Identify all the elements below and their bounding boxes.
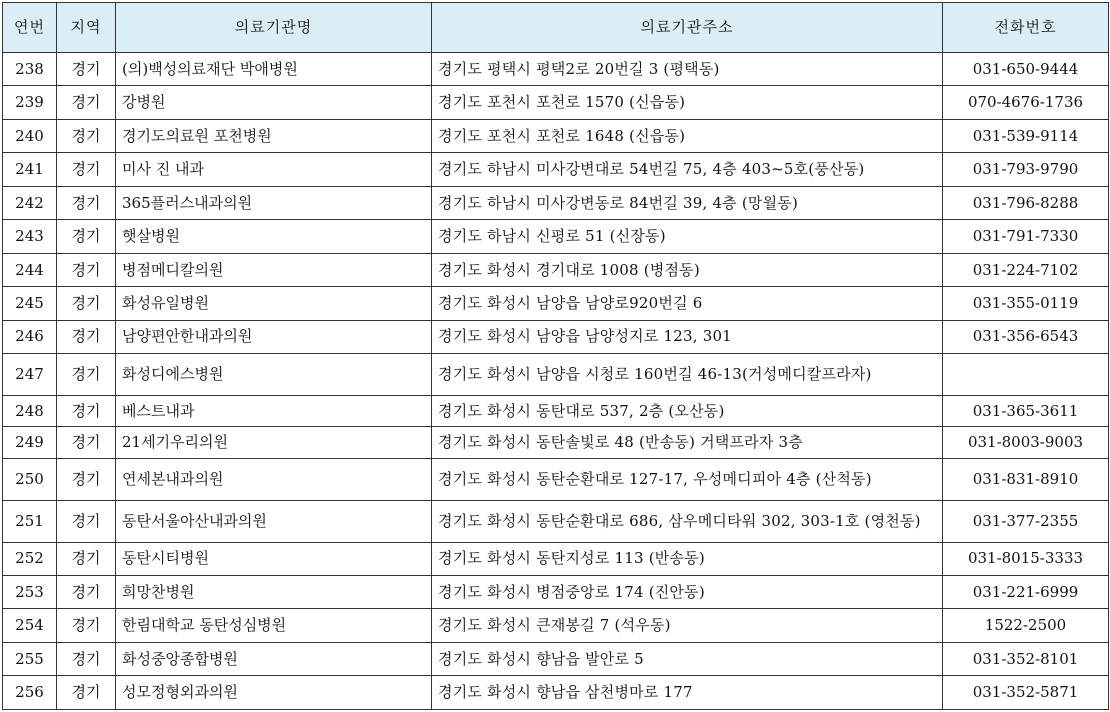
row-number: 242 <box>3 186 57 219</box>
row-address: 경기도 화성시 동탄순환대로 127-17, 우성메디피아 4층 (산척동) <box>432 458 943 500</box>
row-hospital-name: 경기도의료원 포천병원 <box>116 119 432 152</box>
row-region: 경기 <box>57 354 116 396</box>
row-phone: 031-8015-3333 <box>943 542 1109 575</box>
row-region: 경기 <box>57 427 116 458</box>
row-address: 경기도 화성시 남양읍 시청로 160번길 46-13(거성메디칼프라자) <box>432 354 943 396</box>
row-address: 경기도 화성시 동탄순환대로 686, 삼우메디타워 302, 303-1호 (영천동) <box>432 500 943 542</box>
row-hospital-name: 동탄시티병원 <box>116 542 432 575</box>
row-address: 경기도 포천시 포천로 1570 (신읍동) <box>432 86 943 119</box>
row-region: 경기 <box>57 119 116 152</box>
row-number: 249 <box>3 427 57 458</box>
row-phone: 031-650-9444 <box>943 53 1109 86</box>
row-phone: 031-352-5871 <box>943 676 1109 710</box>
row-address: 경기도 화성시 큰재봉길 7 (석우동) <box>432 609 943 642</box>
table-row <box>3 220 1109 253</box>
row-number: 240 <box>3 119 57 152</box>
row-address: 경기도 화성시 향남읍 발안로 5 <box>432 642 943 675</box>
row-address: 경기도 화성시 남양읍 남양성지로 123, 301 <box>432 320 943 353</box>
row-address: 경기도 하남시 미사강변동로 84번길 39, 4층 (망월동) <box>432 186 943 219</box>
header-no: 연번 <box>3 3 57 53</box>
row-number: 239 <box>3 86 57 119</box>
table-row <box>3 53 1109 86</box>
row-phone: 031-793-9790 <box>943 153 1109 186</box>
row-phone: 031-796-8288 <box>943 186 1109 219</box>
row-number: 253 <box>3 575 57 608</box>
row-number: 255 <box>3 642 57 675</box>
row-hospital-name: 화성디에스병원 <box>116 354 432 396</box>
row-region: 경기 <box>57 287 116 320</box>
row-address: 경기도 평택시 평택2로 20번길 3 (평택동) <box>432 53 943 86</box>
row-address: 경기도 화성시 동탄지성로 113 (반송동) <box>432 542 943 575</box>
row-number: 247 <box>3 354 57 396</box>
row-address: 경기도 화성시 경기대로 1008 (병점동) <box>432 253 943 286</box>
row-number: 248 <box>3 396 57 427</box>
row-address: 경기도 포천시 포천로 1648 (신읍동) <box>432 119 943 152</box>
table-row <box>3 427 1109 458</box>
row-address: 경기도 하남시 신평로 51 (신장동) <box>432 220 943 253</box>
table-body <box>3 53 1109 710</box>
header-name: 의료기관명 <box>116 3 432 53</box>
row-phone: 031-356-6543 <box>943 320 1109 353</box>
row-region: 경기 <box>57 53 116 86</box>
row-region: 경기 <box>57 575 116 608</box>
row-number: 251 <box>3 500 57 542</box>
row-hospital-name: 남양편안한내과의원 <box>116 320 432 353</box>
row-phone: 031-352-8101 <box>943 642 1109 675</box>
row-region: 경기 <box>57 676 116 710</box>
header-phone: 전화번호 <box>943 3 1109 53</box>
header-region: 지역 <box>57 3 116 53</box>
table-row <box>3 354 1109 396</box>
row-number: 243 <box>3 220 57 253</box>
row-phone: 031-8003-9003 <box>943 427 1109 458</box>
table-header-row <box>3 3 1109 53</box>
row-phone: 031-365-3611 <box>943 396 1109 427</box>
row-phone: 031-355-0119 <box>943 287 1109 320</box>
row-hospital-name: 베스트내과 <box>116 396 432 427</box>
row-hospital-name: 화성중앙종합병원 <box>116 642 432 675</box>
row-region: 경기 <box>57 86 116 119</box>
table-row <box>3 153 1109 186</box>
row-region: 경기 <box>57 642 116 675</box>
row-region: 경기 <box>57 253 116 286</box>
row-region: 경기 <box>57 320 116 353</box>
row-number: 246 <box>3 320 57 353</box>
header-address: 의료기관주소 <box>432 3 943 53</box>
table-row <box>3 676 1109 710</box>
row-address: 경기도 화성시 병점중앙로 174 (진안동) <box>432 575 943 608</box>
hospital-table <box>2 2 1109 710</box>
row-phone: 031-539-9114 <box>943 119 1109 152</box>
row-hospital-name: 병점메디칼의원 <box>116 253 432 286</box>
row-phone: 031-377-2355 <box>943 500 1109 542</box>
row-hospital-name: 한림대학교 동탄성심병원 <box>116 609 432 642</box>
row-hospital-name: 강병원 <box>116 86 432 119</box>
row-hospital-name: 365플러스내과의원 <box>116 186 432 219</box>
row-hospital-name: 성모정형외과의원 <box>116 676 432 710</box>
row-region: 경기 <box>57 186 116 219</box>
row-number: 244 <box>3 253 57 286</box>
row-number: 252 <box>3 542 57 575</box>
table-row <box>3 119 1109 152</box>
row-hospital-name: 희망찬병원 <box>116 575 432 608</box>
row-hospital-name: 21세기우리의원 <box>116 427 432 458</box>
row-phone: 031-791-7330 <box>943 220 1109 253</box>
table-row <box>3 542 1109 575</box>
row-hospital-name: 햇살병원 <box>116 220 432 253</box>
table-row <box>3 642 1109 675</box>
row-address: 경기도 화성시 동탄대로 537, 2층 (오산동) <box>432 396 943 427</box>
row-region: 경기 <box>57 396 116 427</box>
row-region: 경기 <box>57 153 116 186</box>
table-row <box>3 86 1109 119</box>
row-address: 경기도 화성시 향남읍 삼천병마로 177 <box>432 676 943 710</box>
row-number: 250 <box>3 458 57 500</box>
row-hospital-name: 동탄서울아산내과의원 <box>116 500 432 542</box>
row-number: 241 <box>3 153 57 186</box>
table-row <box>3 575 1109 608</box>
row-number: 238 <box>3 53 57 86</box>
row-hospital-name: 미사 진 내과 <box>116 153 432 186</box>
table-row <box>3 458 1109 500</box>
row-phone: 1522-2500 <box>943 609 1109 642</box>
row-number: 245 <box>3 287 57 320</box>
row-address: 경기도 화성시 동탄솔빛로 48 (반송동) 거택프라자 3층 <box>432 427 943 458</box>
row-region: 경기 <box>57 500 116 542</box>
row-hospital-name: (의)백성의료재단 박애병원 <box>116 53 432 86</box>
table-row <box>3 253 1109 286</box>
row-phone <box>943 354 1109 396</box>
row-phone: 031-224-7102 <box>943 253 1109 286</box>
table-row <box>3 609 1109 642</box>
table-row <box>3 320 1109 353</box>
row-address: 경기도 화성시 남양읍 남양로920번길 6 <box>432 287 943 320</box>
row-region: 경기 <box>57 609 116 642</box>
table-row <box>3 396 1109 427</box>
row-number: 256 <box>3 676 57 710</box>
row-hospital-name: 화성유일병원 <box>116 287 432 320</box>
row-address: 경기도 하남시 미사강변대로 54번길 75, 4층 403~5호(풍산동) <box>432 153 943 186</box>
row-region: 경기 <box>57 220 116 253</box>
row-number: 254 <box>3 609 57 642</box>
table-row <box>3 186 1109 219</box>
row-region: 경기 <box>57 542 116 575</box>
table-row <box>3 287 1109 320</box>
row-phone: 070-4676-1736 <box>943 86 1109 119</box>
row-phone: 031-221-6999 <box>943 575 1109 608</box>
row-region: 경기 <box>57 458 116 500</box>
row-hospital-name: 연세본내과의원 <box>116 458 432 500</box>
row-phone: 031-831-8910 <box>943 458 1109 500</box>
table-row <box>3 500 1109 542</box>
